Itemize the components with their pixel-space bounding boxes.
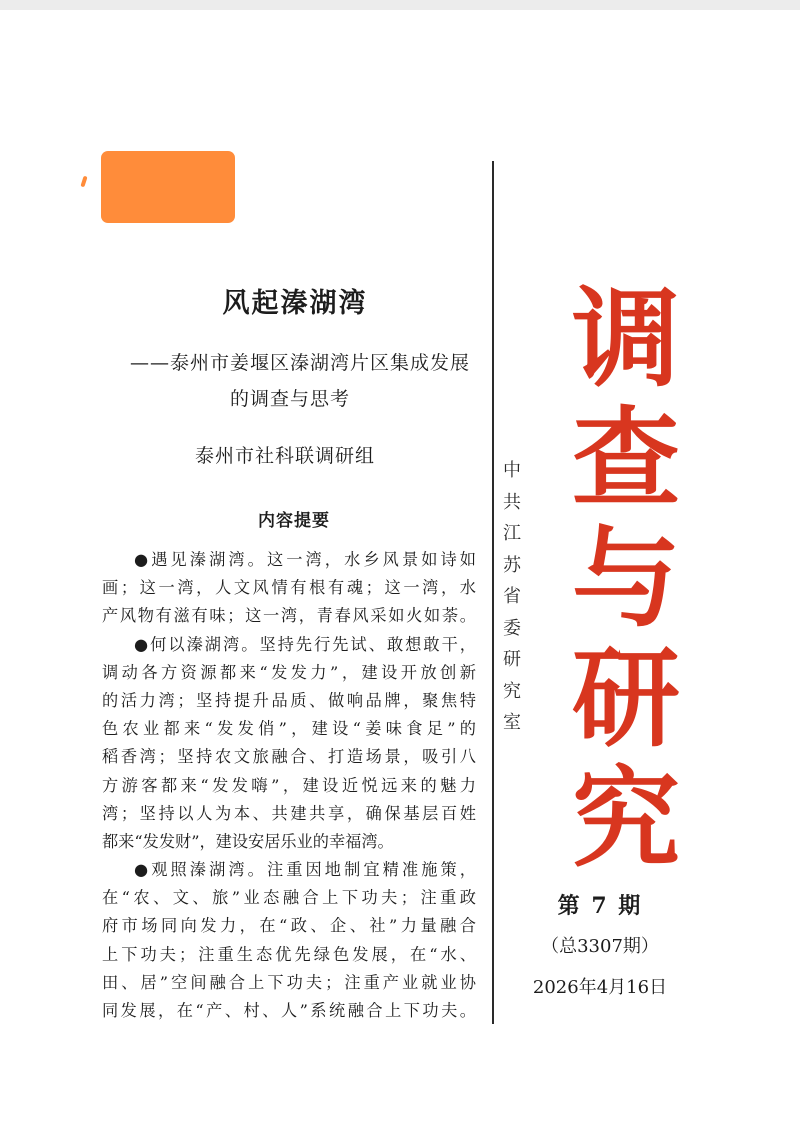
org-char: 省 xyxy=(503,586,521,607)
abstract-body xyxy=(102,546,476,1025)
vertical-divider xyxy=(492,161,494,1024)
body-line: 色农业都来“发发俏”，建设“姜味食足”的 xyxy=(102,719,476,739)
top-bar xyxy=(0,0,800,10)
abstract-heading: 内容提要 xyxy=(258,511,330,531)
orange-mark xyxy=(80,176,87,188)
body-line: 都来“发发财”，建设安居乐业的幸福湾。 xyxy=(102,831,394,851)
body-line: 调动各方资源都来“发发力”，建设开放创新 xyxy=(102,662,476,682)
body-line: 在“农、文、旅”业态融合上下功夫；注重政 xyxy=(102,888,476,908)
masthead-title xyxy=(551,277,701,882)
masthead-char: 研 xyxy=(571,637,680,762)
article-subtitle-line1: ——泰州市姜堰区溱湖湾片区集成发展 xyxy=(130,352,471,374)
body-line: 上下功夫；注重生态优先绿色发展，在“水、 xyxy=(102,944,476,964)
org-char: 委 xyxy=(503,617,521,639)
masthead-char: 与 xyxy=(571,517,680,642)
article-subtitle-line2: 的调查与思考 xyxy=(230,388,351,410)
body-line: ●观照溱湖湾。注重因地制宜精准施策， xyxy=(134,860,476,880)
body-line: 田、居”空间融合上下功夫；注重产业就业协 xyxy=(102,972,476,992)
publication-date: 2026年4月16日 xyxy=(532,977,668,998)
author-line: 泰州市社科联调研组 xyxy=(195,445,376,467)
body-line: 产风物有滋有味；这一湾，青春风采如火如荼。 xyxy=(102,606,476,626)
org-char: 研 xyxy=(503,649,521,670)
org-char: 江 xyxy=(503,523,521,544)
article-title: 风起溱湖湾 xyxy=(222,288,368,319)
body-line: ●遇见溱湖湾。这一湾，水乡风景如诗如 xyxy=(134,550,476,569)
masthead-char: 查 xyxy=(571,397,680,522)
org-char: 苏 xyxy=(503,554,521,576)
org-char: 共 xyxy=(503,491,521,513)
org-char: 中 xyxy=(503,460,521,481)
body-line: 稻香湾；坚持农文旅融合、打造场景，吸引八 xyxy=(102,747,476,767)
total-issue-number: （总3307期） xyxy=(541,936,659,957)
masthead-char: 究 xyxy=(571,757,680,882)
org-char: 究 xyxy=(503,680,521,702)
body-line: 的活力湾；坚持提升品质、做响品牌，聚焦特 xyxy=(102,690,476,710)
body-line: 湾；坚持以人为本、共建共享，确保基层百姓 xyxy=(102,803,476,823)
orange-badge xyxy=(101,151,235,223)
masthead-char: 调 xyxy=(571,277,680,402)
organization-vertical xyxy=(499,455,525,739)
org-char: 室 xyxy=(503,712,521,733)
issue-number: 第 7 期 xyxy=(557,893,643,919)
body-line: ●何以溱湖湾。坚持先行先试、敢想敢干， xyxy=(134,634,476,654)
body-line: 府市场同向发力，在“政、企、社”力量融合 xyxy=(102,916,476,936)
body-line: 画；这一湾，人文风情有根有魂；这一湾，水 xyxy=(102,578,476,598)
body-line: 方游客都来“发发嗨”，建设近悦远来的魅力 xyxy=(102,775,476,795)
body-line: 同发展，在“产、村、人”系统融合上下功夫。 xyxy=(102,1001,476,1020)
